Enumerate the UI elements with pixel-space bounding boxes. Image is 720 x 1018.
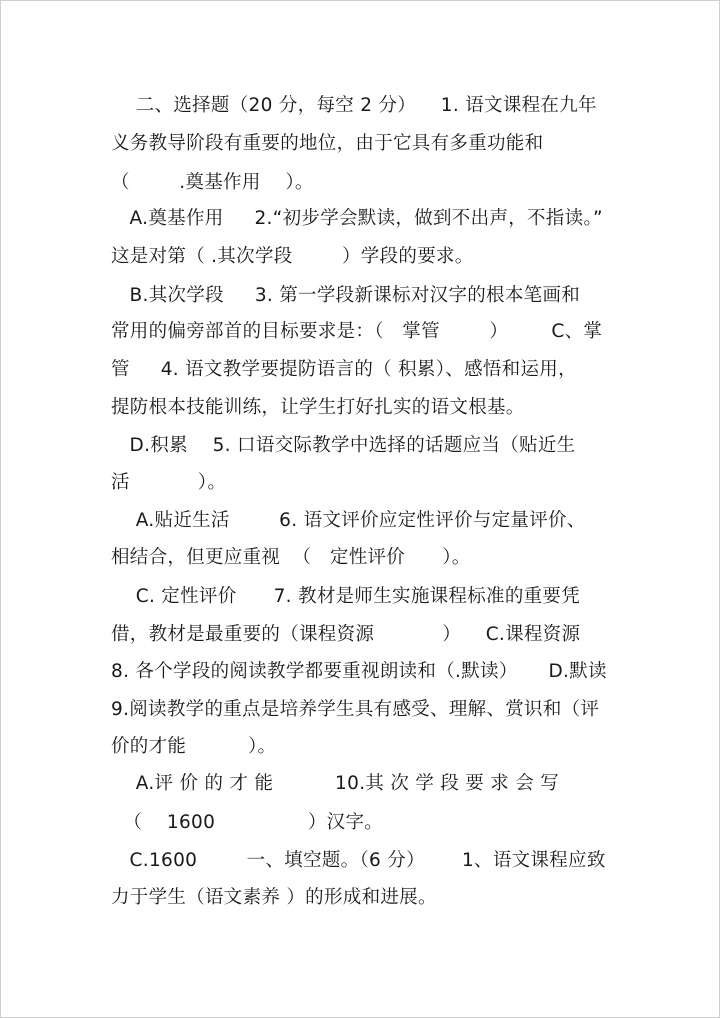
text-line: A.贴近生活 6. 语文评价应定性评价与定量评价、 bbox=[111, 510, 586, 531]
text-line: 9.阅读教学的重点是培养学生具有感受、理解、赏识和（评 bbox=[111, 699, 600, 720]
text-line: 二、选择题（20 分，每空 2 分） 1. 语文课程在九年 bbox=[111, 95, 597, 116]
text-line: 义务教导阶段有重要的地位，由于它具有多重功能和 bbox=[111, 133, 544, 154]
text-line: C. 定性评价 7. 教材是师生实施课程标准的重要凭 bbox=[111, 586, 581, 607]
text-line: B.其次学段 3. 第一学段新课标对汉字的根本笔画和 bbox=[111, 285, 581, 306]
text-line: 常用的偏旁部首的目标要求是：（ 掌管 ） C、掌 bbox=[111, 321, 603, 342]
text-line: 相结合，但更应重视 （ 定性评价 ）。 bbox=[111, 547, 471, 568]
text-line: 活 ）。 bbox=[111, 472, 227, 493]
text-line: 价的才能 ）。 bbox=[111, 736, 277, 757]
text-line: 提防根本技能训练，让学生打好扎实的语文根基。 bbox=[111, 397, 525, 418]
text-line: A.奠基作用 2.“初步学会默读，做到不出声，不指读。” bbox=[111, 208, 603, 229]
text-line: D.积累 5. 口语交际教学中选择的话题应当（贴近生 bbox=[111, 435, 576, 456]
text-line: 借，教材是最重要的（课程资源 ） C.课程资源 bbox=[111, 624, 581, 645]
text-line: （ 1600 ）汉字。 bbox=[111, 812, 384, 833]
text-line: 管 4. 语文教学要提防语言的（ 积累）、感悟和运用， bbox=[111, 359, 577, 380]
text-line: （ .奠基作用 ）。 bbox=[111, 172, 314, 193]
text-line: 这是对第（ .其次学段 ）学段的要求。 bbox=[111, 246, 474, 267]
text-line: A.评 价 的 才 能 10.其 次 学 段 要 求 会 写 bbox=[111, 773, 560, 794]
text-line: 力于学生（语文素养 ）的形成和进展。 bbox=[111, 887, 437, 908]
text-line: C.1600 一、填空题。（6 分） 1、语文课程应致 bbox=[111, 850, 606, 871]
text-line: 8. 各个学段的阅读教学都要重视朗读和（.默读） D.默读 bbox=[111, 661, 607, 682]
